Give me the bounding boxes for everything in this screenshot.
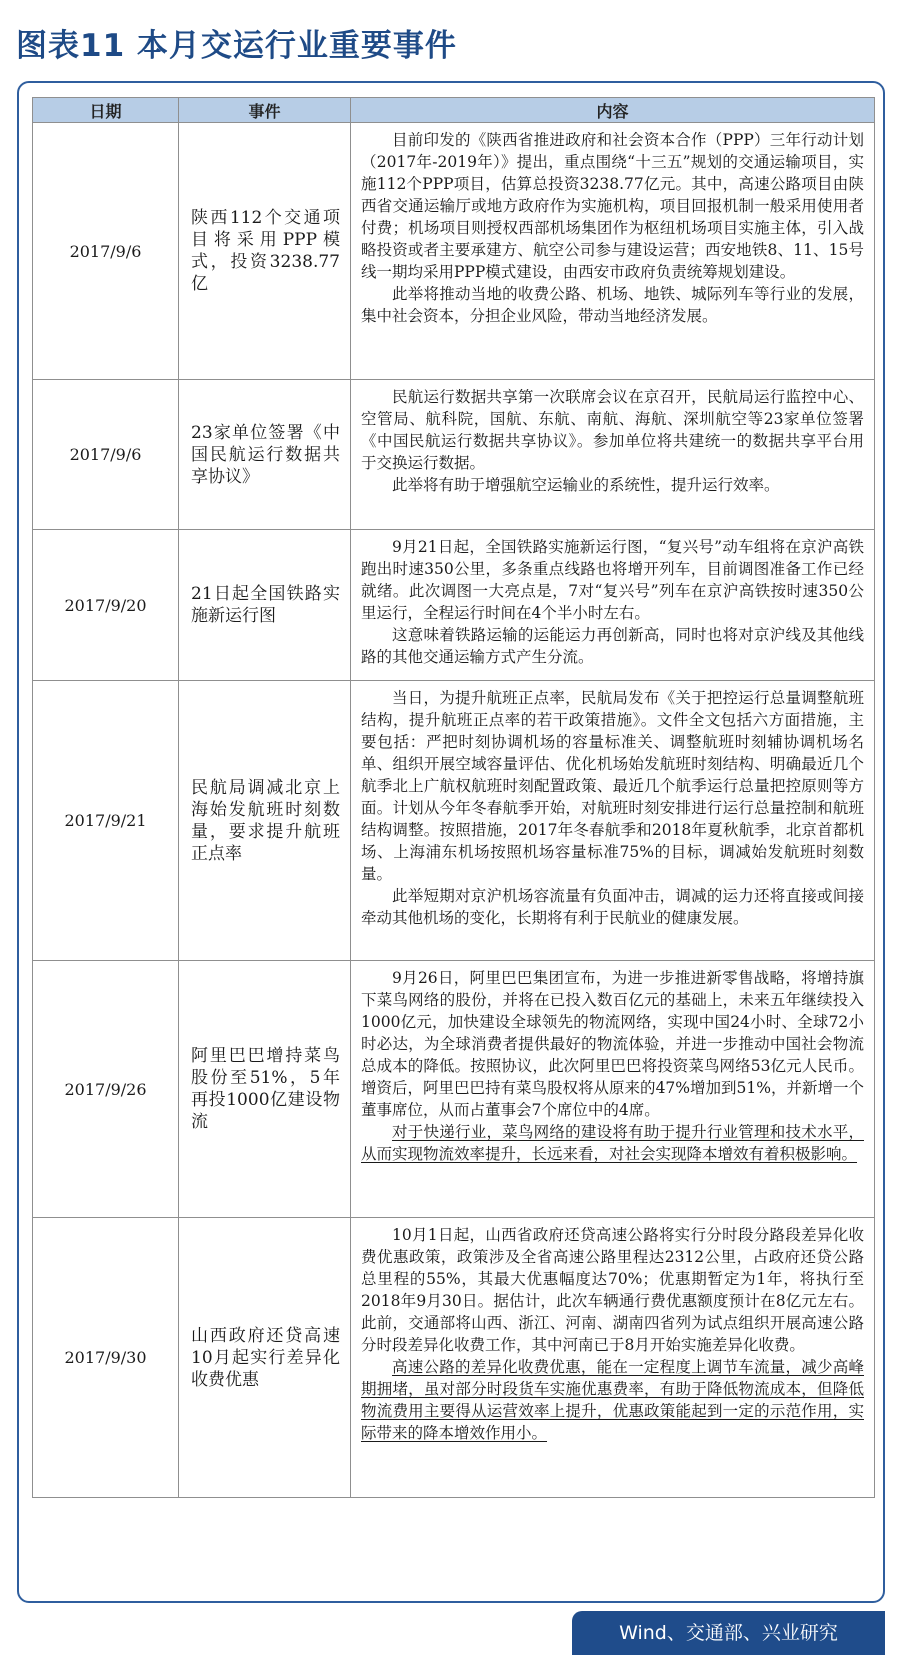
content-paragraph: 当日，为提升航班正点率，民航局发布《关于把控运行总量调整航班结构，提升航班正点率的若干政策措施》。文件全文包括六方面措施，主要包括：严把时刻协调机场的容量标准关、调整航班时刻辅协调机场名单、组织开展空域容量评估、优化机场始发航班时刻结构、明确最近几个航季北上广航权航班时刻配置政策、最近几个航季运行总量把控原则等方面。计划从今年冬春航季开始，对航班时刻安排进行运行总量控制和航班结构调整。按照措施，2017年冬春航季和2018年夏秋航季，北京首都机场、上海浦东机场按照机场容量标准75%的目标，调减始发航班时刻数量。 xyxy=(361,689,864,883)
content-paragraph: 9月21日起，全国铁路实施新运行图，“复兴号”动车组将在京沪高铁跑出时速350公里，多条重点线路也将增开列车，目前调图准备工作已经就绪。此次调图一大亮点是，7对“复兴号”列车在京沪高铁按时速350公里运行，全程运行时间在4个半小时左右。 xyxy=(361,538,864,622)
row-date: 2017/9/6 xyxy=(33,380,179,530)
source-label: Wind、交通部、兴业研究 xyxy=(572,1611,885,1655)
content-paragraph: 这意味着铁路运输的运能运力再创新高，同时也将对京沪线及其他线路的其他交通运输方式产生分流。 xyxy=(361,626,864,666)
row-content xyxy=(351,961,875,1218)
events-table xyxy=(32,97,875,1498)
content-paragraph: 此举将推动当地的收费公路、机场、地铁、城际列车等行业的发展，集中社会资本，分担企业风险，带动当地经济发展。 xyxy=(361,285,864,325)
row-date: 2017/9/26 xyxy=(33,961,179,1218)
row-content xyxy=(351,530,875,681)
content-paragraph: 此举短期对京沪机场容流量有负面冲击，调减的运力还将直接或间接牵动其他机场的变化，长期将有利于民航业的健康发展。 xyxy=(361,887,864,927)
table-row xyxy=(33,961,875,1218)
row-date: 2017/9/6 xyxy=(33,123,179,380)
content-paragraph: 此举将有助于增强航空运输业的系统性，提升运行效率。 xyxy=(392,476,780,494)
row-event: 山西政府还贷高速10月起实行差异化收费优惠 xyxy=(179,1218,351,1498)
row-content xyxy=(351,123,875,380)
header-date: 日期 xyxy=(33,98,179,123)
content-paragraph: 目前印发的《陕西省推进政府和社会资本合作（PPP）三年行动计划（2017年-2019年）》提出，重点围绕“十三五”规划的交通运输项目，实施112个PPP项目，估算总投资3238.77亿元。其中，高速公路项目由陕西省交通运输厅或地方政府作为实施机构，项目回报机制一般采用使用者付费；机场项目则授权西部机场集团作为枢纽机场项目实施主体，引入战略投资或者主要承建方、航空公司参与建设运营；西安地铁8、11、15号线一期均采用PPP模式建设，由西安市政府负责统筹规划建设。 xyxy=(361,131,864,281)
row-date: 2017/9/21 xyxy=(33,681,179,961)
content-paragraph-underlined: 对于快递行业，菜鸟网络的建设将有助于提升行业管理和技术水平，从而实现物流效率提升，长远来看，对社会实现降本增效有着积极影响。 xyxy=(361,1123,864,1163)
table-row xyxy=(33,380,875,530)
row-event: 陕西112个交通项目将采用PPP模式，投资3238.77亿 xyxy=(179,123,351,380)
header-event: 事件 xyxy=(179,98,351,123)
row-content xyxy=(351,380,875,530)
row-event: 民航局调减北京上海始发航班时刻数量，要求提升航班正点率 xyxy=(179,681,351,961)
table-row xyxy=(33,530,875,681)
row-event: 阿里巴巴增持菜鸟股份至51%，5年再投1000亿建设物流 xyxy=(179,961,351,1218)
table-row xyxy=(33,1218,875,1498)
content-paragraph-underlined: 高速公路的差异化收费优惠，能在一定程度上调节车流量，减少高峰期拥堵，虽对部分时段货车实施优惠费率，有助于降低物流成本，但降低物流费用主要得从运营效率上提升，优惠政策能起到一定的示范作用，实际带来的降本增效作用小。 xyxy=(361,1358,864,1442)
row-event: 21日起全国铁路实施新运行图 xyxy=(179,530,351,681)
header-row xyxy=(33,98,875,123)
table-row xyxy=(33,681,875,961)
row-date: 2017/9/20 xyxy=(33,530,179,681)
row-date: 2017/9/30 xyxy=(33,1218,179,1498)
figure-title: 图表11 本月交运行业重要事件 xyxy=(16,28,457,64)
row-event: 23家单位签署《中国民航运行数据共享协议》 xyxy=(179,380,351,530)
table-row xyxy=(33,123,875,380)
content-paragraph: 9月26日，阿里巴巴集团宣布，为进一步推进新零售战略，将增持旗下菜鸟网络的股份，并将在已投入数百亿元的基础上，未来五年继续投入1000亿元，加快建设全球领先的物流网络，实现中国24小时、全球72小时必达，为全球消费者提供最好的物流体验，并进一步推动中国社会物流总成本的降低。按照协议，此次阿里巴巴将投资菜鸟网络53亿元人民币。增资后，阿里巴巴持有菜鸟股权将从原来的47%增加到51%，并新增一个董事席位，从而占董事会7个席位中的4席。 xyxy=(361,969,864,1119)
header-content: 内容 xyxy=(351,98,875,123)
content-paragraph: 10月1日起，山西省政府还贷高速公路将实行分时段分路段差异化收费优惠政策，政策涉及全省高速公路里程达2312公里，占政府还贷公路总里程的55%，其最大优惠幅度达70%；优惠期暂定为1年，将执行至2018年9月30日。据估计，此次车辆通行费优惠额度预计在8亿元左右。此前，交通部将山西、浙江、河南、湖南四省列为试点组织开展高速公路分时段差异化收费工作，其中河南已于8月开始实施差异化收费。 xyxy=(361,1226,864,1354)
row-content xyxy=(351,1218,875,1498)
content-paragraph: 民航运行数据共享第一次联席会议在京召开，民航局运行监控中心、空管局、航科院，国航、东航、南航、海航、深圳航空等23家单位签署《中国民航运行数据共享协议》。参加单位将共建统一的数据共享平台用于交换运行数据。 xyxy=(361,388,864,472)
row-content xyxy=(351,681,875,961)
